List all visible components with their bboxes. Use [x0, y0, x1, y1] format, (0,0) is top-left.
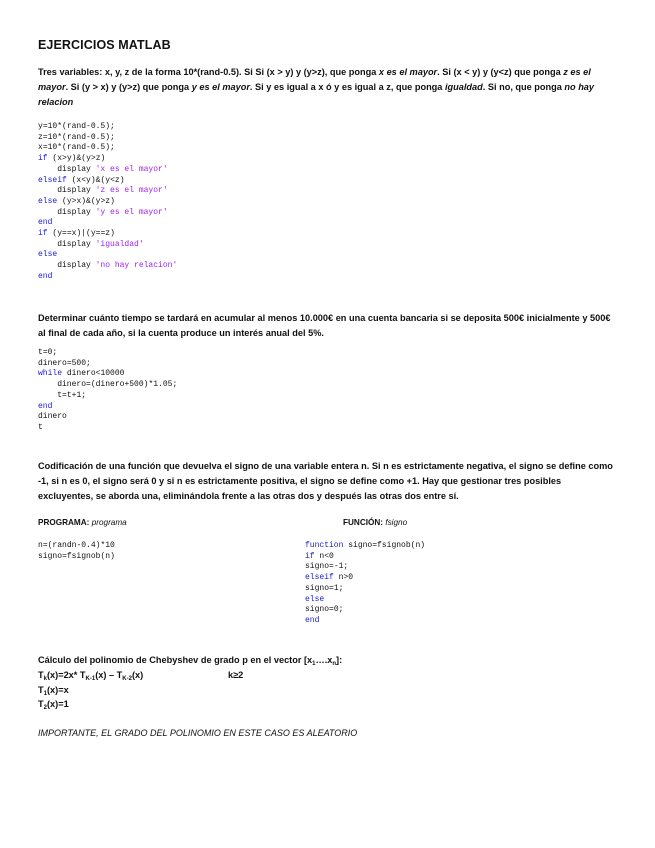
programa-label: PROGRAMA: programa [38, 518, 127, 527]
code-line: display 'y es el mayor' [57, 207, 168, 217]
code-line: signo=1; [305, 583, 344, 593]
programa-code [38, 541, 115, 562]
code-line: else [38, 250, 58, 260]
important-note: IMPORTANTE, EL GRADO DEL POLINOMIO EN ESTE CASO ES ALEATORIO [38, 728, 358, 738]
chebyshev-t1: $T_1(x)=x$ [38, 685, 69, 697]
code-line: elseif (x<y)&(y<z) [38, 175, 125, 185]
code-line: end [305, 615, 320, 625]
chebyshev-heading: Cálculo del polinomio de Chebyshev de grado p en el vector $[x_1\dots.x_n]$: [38, 655, 343, 667]
code-line: y=10*(rand-0.5); [38, 122, 115, 131]
code-line: display 'z es el mayor' [57, 186, 168, 196]
code-line: if (y==x)|(y==z) [38, 229, 115, 239]
code-line: dinero [38, 412, 67, 422]
exercise-2-statement: Determinar cuánto tiempo se tardará en acumular al menos 10.000€ en una cuenta bancaria si se deposita 500€ inicialmente y 500€ al final de cada año, si la cuenta produce un interés anual del 5%. [38, 313, 611, 338]
funcion-label: FUNCIÓN: fsigno [343, 518, 408, 527]
funcion-code [305, 541, 425, 627]
exercise-3-statement: Codificación de una función que devuelva el signo de una variable entera n. Si n es estrictamente negativa, el signo se define como -1, si n es 0, el signo será 0 y si n es estrictamente positiva, el signo se define como +1. Hay que gestionar tres posibles excluyentes, se aborda una, eliminándola frente a las otras dos y después las otras dos entre sí. [38, 461, 613, 501]
code-line: z=10*(rand-0.5); [38, 132, 115, 142]
chebyshev-t2: $T_2(x)=1$ [38, 699, 69, 711]
code-line: t=0; [38, 348, 58, 357]
code-line: display 'igualdad' [57, 239, 144, 249]
page-title: EJERCICIOS MATLAB [38, 38, 171, 52]
code-line: t=t+1; [57, 390, 87, 400]
code-line: if (x>y)&(y>z) [38, 154, 106, 164]
code-line: end [38, 271, 53, 281]
code-line: display 'x es el mayor' [57, 164, 168, 174]
code-line: if n<0 [305, 551, 334, 561]
chebyshev-recurrence: $T_k(x)=2x*$ $T_{K-1}(x) - T_{K-2}(x)$ [38, 670, 144, 682]
code-line: end [38, 218, 53, 228]
code-line: while dinero<10000 [38, 369, 125, 379]
code-line: else [305, 594, 325, 604]
code-line: function signo=fsignob(n) [305, 541, 426, 550]
code-line: end [38, 401, 53, 411]
code-line: dinero=(dinero+500)*1.05; [57, 380, 178, 390]
code-line: n=(randn-0.4)*10 [38, 541, 115, 550]
exercise-2-code [38, 348, 177, 434]
chebyshev-condition: k≥2 [228, 670, 244, 680]
code-line: else (y>x)&(y>z) [38, 196, 115, 206]
code-line: signo=0; [305, 605, 344, 615]
exercise-1-code [38, 122, 177, 283]
code-line: t [38, 422, 43, 432]
code-line: signo=-1; [305, 562, 349, 572]
code-line: dinero=500; [38, 358, 91, 368]
exercise-1-statement: Tres variables: x, y, z de la forma 10*(rand-0.5). Si Si (x > y) y (y>z), que ponga x es el mayor. Si (x < y) y (y<z) que ponga z es el mayor. Si (y > x) y (y>z) que ponga y es el mayor. Si y es igual a x ó y es igual a z, que ponga igualdad. Si no, que ponga no hay relacion [38, 67, 595, 107]
code-line: elseif n>0 [305, 573, 354, 583]
code-line: x=10*(rand-0.5); [38, 143, 115, 153]
code-line: signo=fsignob(n) [38, 551, 115, 561]
code-line: display 'no hay relacion' [57, 261, 178, 271]
